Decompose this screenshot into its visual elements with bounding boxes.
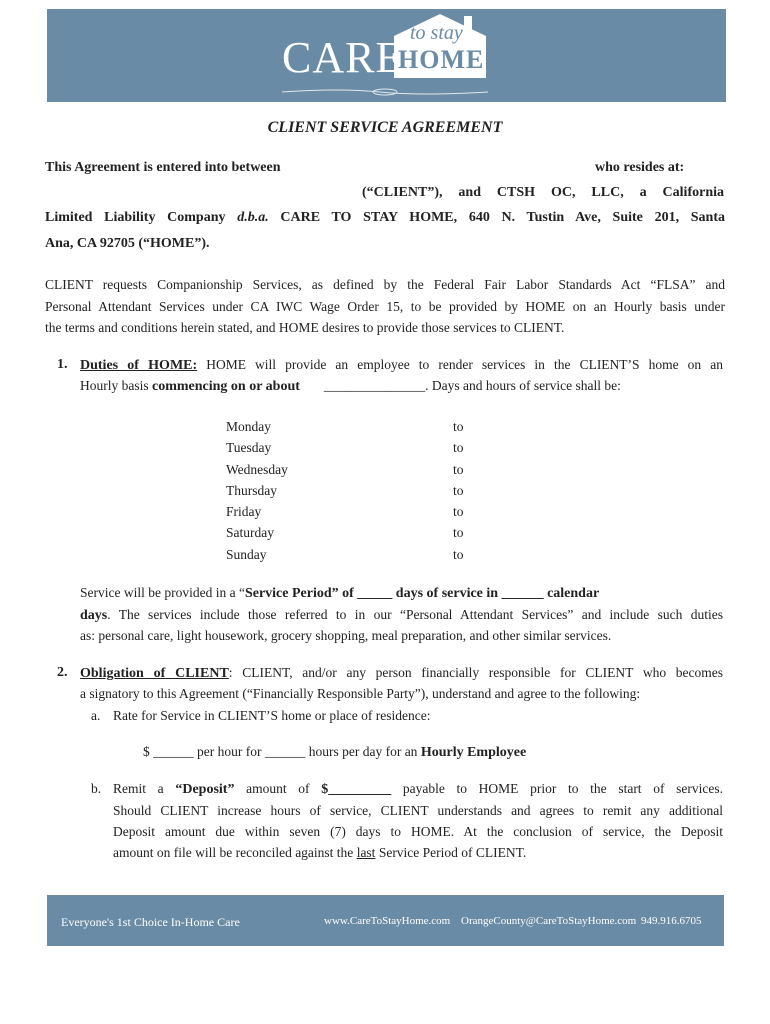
footer-email-link[interactable]: OrangeCounty@CareToStayHome.com: [461, 915, 637, 927]
item-a-label: a.: [91, 708, 101, 723]
logo-care-text: CARE: [282, 33, 404, 82]
section-1-line-1: Duties of HOME: HOME will provide an employee to render services in the CLIENT’S home on an: [80, 357, 723, 373]
para1-line-3: the terms and conditions herein stated, and HOME desires to provide those services to CLIENT.: [45, 320, 565, 335]
schedule-row: Monday to: [226, 419, 464, 434]
page-title: CLIENT SERVICE AGREEMENT: [267, 119, 503, 136]
schedule-row: Tuesday to: [226, 440, 464, 456]
schedule-list: [226, 419, 464, 568]
section-2-line-1: Obligation of CLIENT: CLIENT, and/or any person financially responsible for CLIENT who becomes: [80, 665, 723, 681]
section-2-number: 2.: [57, 665, 68, 680]
service-period-line-3: as: personal care, light housework, grocery shopping, meal preparation, and other similar services.: [80, 628, 612, 643]
start-date-field[interactable]: _______________: [323, 378, 426, 393]
schedule-row: Wednesday to: [226, 461, 464, 477]
company-logo: [280, 12, 500, 100]
logo-home-text: HOME: [398, 45, 485, 74]
logo-tostay-text: to stay: [410, 22, 463, 44]
hourly-rate-line: $ ______ per hour for ______ hours per day for an Hourly Employee: [143, 744, 527, 760]
section-2-line-2: a signatory to this Agreement (“Financially Responsible Party”), understand and agree to the following:: [80, 686, 641, 701]
footer-band: [47, 895, 724, 946]
section-1-line-2: Hourly basis commencing on or about _______________. Days and hours of service shall be:: [80, 378, 621, 394]
deposit-line-3: Deposit amount due within seven (7) days to HOME. At the conclusion of service, the Deposit: [113, 824, 723, 839]
deposit-line-2: Should CLIENT increase hours of service, CLIENT understands and agrees to remit any additional: [113, 803, 723, 818]
item-b-label: b.: [91, 781, 102, 796]
schedule-row: Sunday to: [226, 546, 464, 562]
para1-line-2: Personal Attendant Services under CA IWC Wage Order 15, to be provided by HOME on an Hourly basis under: [45, 299, 725, 314]
schedule-row: Saturday to: [226, 525, 464, 541]
intro-line-1a: This Agreement is entered into between: [45, 160, 281, 175]
footer-phone: 949.916.6705: [641, 915, 702, 927]
deposit-line-1: Remit a “Deposit” amount of $_________ payable to HOME prior to the start of services.: [113, 781, 723, 797]
intro-line-2: (“CLIENT”), and CTSH OC, LLC, a California: [362, 185, 724, 200]
schedule-row: Friday to: [226, 504, 464, 520]
service-period-line-2: days. The services include those referred to in our “Personal Attendant Services” and include such duties: [80, 607, 723, 623]
footer-tagline: Everyone's 1st Choice In-Home Care: [61, 915, 240, 929]
section-1-number: 1.: [57, 357, 68, 372]
deposit-line-4: amount on file will be reconciled against the last Service Period of CLIENT.: [113, 845, 527, 860]
schedule-row: Thursday to: [226, 482, 464, 498]
footer-website-link[interactable]: www.CareToStayHome.com: [324, 915, 451, 927]
para1-line-1: CLIENT requests Companionship Services, as defined by the Federal Fair Labor Standards Act “FLSA” and: [45, 277, 725, 292]
item-a-text: Rate for Service in CLIENT’S home or place of residence:: [113, 708, 431, 723]
intro-line-3: Limited Liability Company d.b.a. CARE TO STAY HOME, 640 N. Tustin Ave, Suite 201, Santa: [45, 210, 725, 225]
ornament-divider-icon: [280, 86, 490, 98]
intro-line-1b: who resides at:: [595, 160, 685, 175]
intro-line-4: Ana, CA 92705 (“HOME”).: [45, 236, 210, 251]
service-period-line-1: Service will be provided in a “Service Period” of _____ days of service in ______ calendar: [80, 585, 600, 601]
